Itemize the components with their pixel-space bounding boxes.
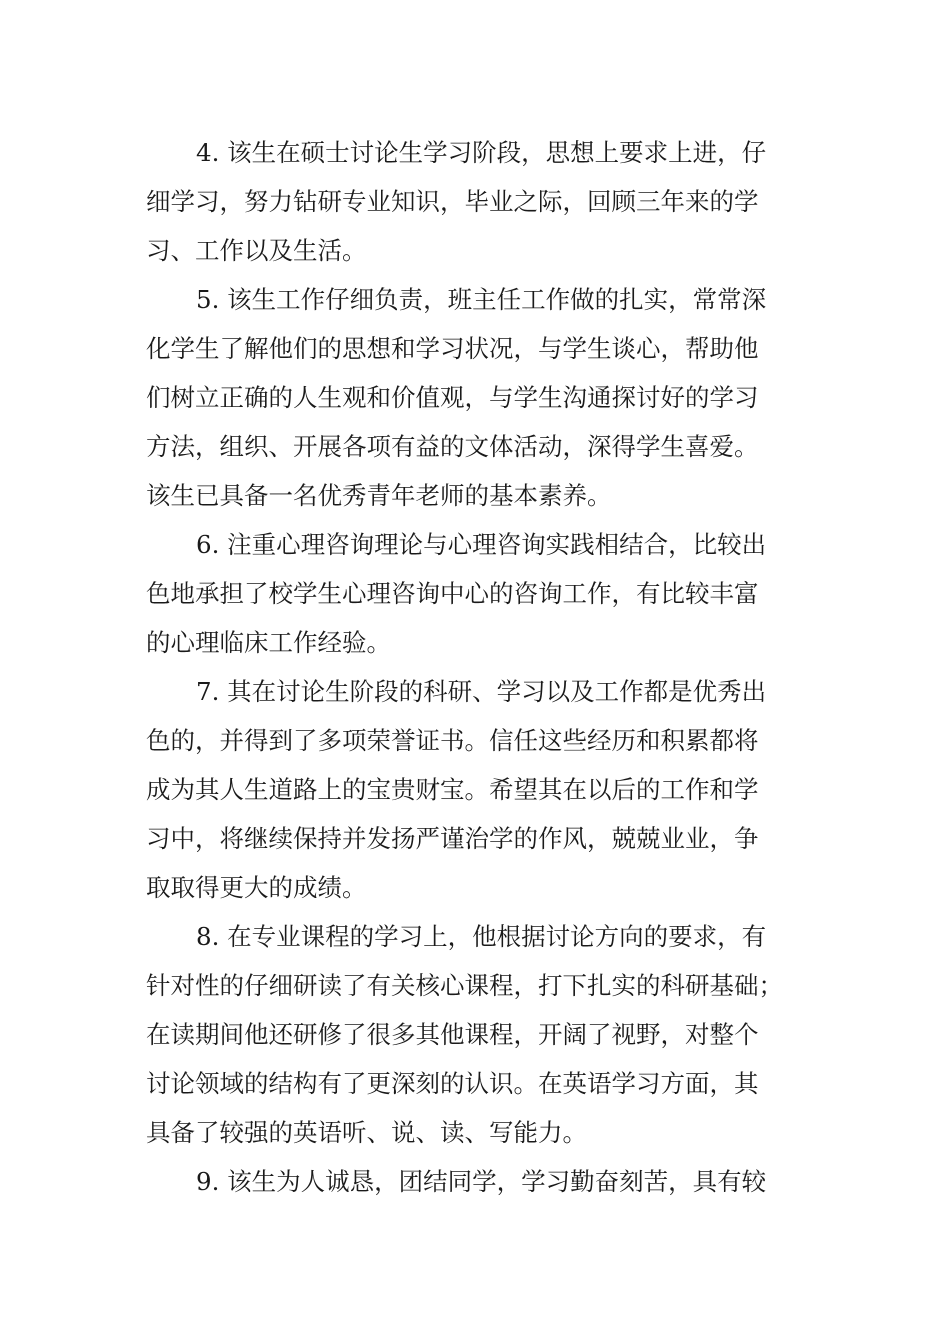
text-line: 讨论领域的结构有了更深刻的认识。在英语学习方面，其	[146, 1069, 759, 1098]
paragraph-6	[146, 520, 808, 667]
text-line: 方法，组织、开展各项有益的文体活动，深得学生喜爱。	[146, 432, 759, 461]
text-line: 的心理临床工作经验。	[146, 628, 391, 657]
text-line: 习中，将继续保持并发扬严谨治学的作风，兢兢业业，争	[146, 824, 759, 853]
text-line: 取取得更大的成绩。	[146, 873, 367, 902]
text-line: 习、工作以及生活。	[146, 236, 367, 265]
text-line: 细学习，努力钻研专业知识，毕业之际，回顾三年来的学	[146, 187, 759, 216]
text-line: 该生已具备一名优秀青年老师的基本素养。	[146, 481, 612, 510]
text-line: 针对性的仔细研读了有关核心课程，打下扎实的科研基础；	[146, 971, 783, 1000]
document-page	[146, 128, 808, 1206]
text-line: 色地承担了校学生心理咨询中心的咨询工作，有比较丰富	[146, 579, 759, 608]
text-line: 具备了较强的英语听、说、读、写能力。	[146, 1118, 587, 1147]
text-line: 4. 该生在硕士讨论生学习阶段，思想上要求上进，仔	[196, 138, 767, 167]
paragraph-8	[146, 912, 808, 1157]
paragraph-9	[146, 1157, 808, 1206]
text-line: 色的，并得到了多项荣誉证书。信任这些经历和积累都将	[146, 726, 759, 755]
text-line: 6. 注重心理咨询理论与心理咨询实践相结合，比较出	[196, 530, 767, 559]
paragraph-5	[146, 275, 808, 520]
text-line: 化学生了解他们的思想和学习状况，与学生谈心，帮助他	[146, 334, 759, 363]
paragraph-4	[146, 128, 808, 275]
text-line: 9. 该生为人诚恳，团结同学，学习勤奋刻苦，具有较	[196, 1167, 767, 1196]
text-line: 们树立正确的人生观和价值观，与学生沟通探讨好的学习	[146, 383, 759, 412]
paragraph-7	[146, 667, 808, 912]
text-line: 在读期间他还研修了很多其他课程，开阔了视野，对整个	[146, 1020, 759, 1049]
text-line: 成为其人生道路上的宝贵财宝。希望其在以后的工作和学	[146, 775, 759, 804]
text-line: 5. 该生工作仔细负责，班主任工作做的扎实，常常深	[196, 285, 767, 314]
text-line: 7. 其在讨论生阶段的科研、学习以及工作都是优秀出	[196, 677, 767, 706]
text-line: 8. 在专业课程的学习上，他根据讨论方向的要求，有	[196, 922, 767, 951]
